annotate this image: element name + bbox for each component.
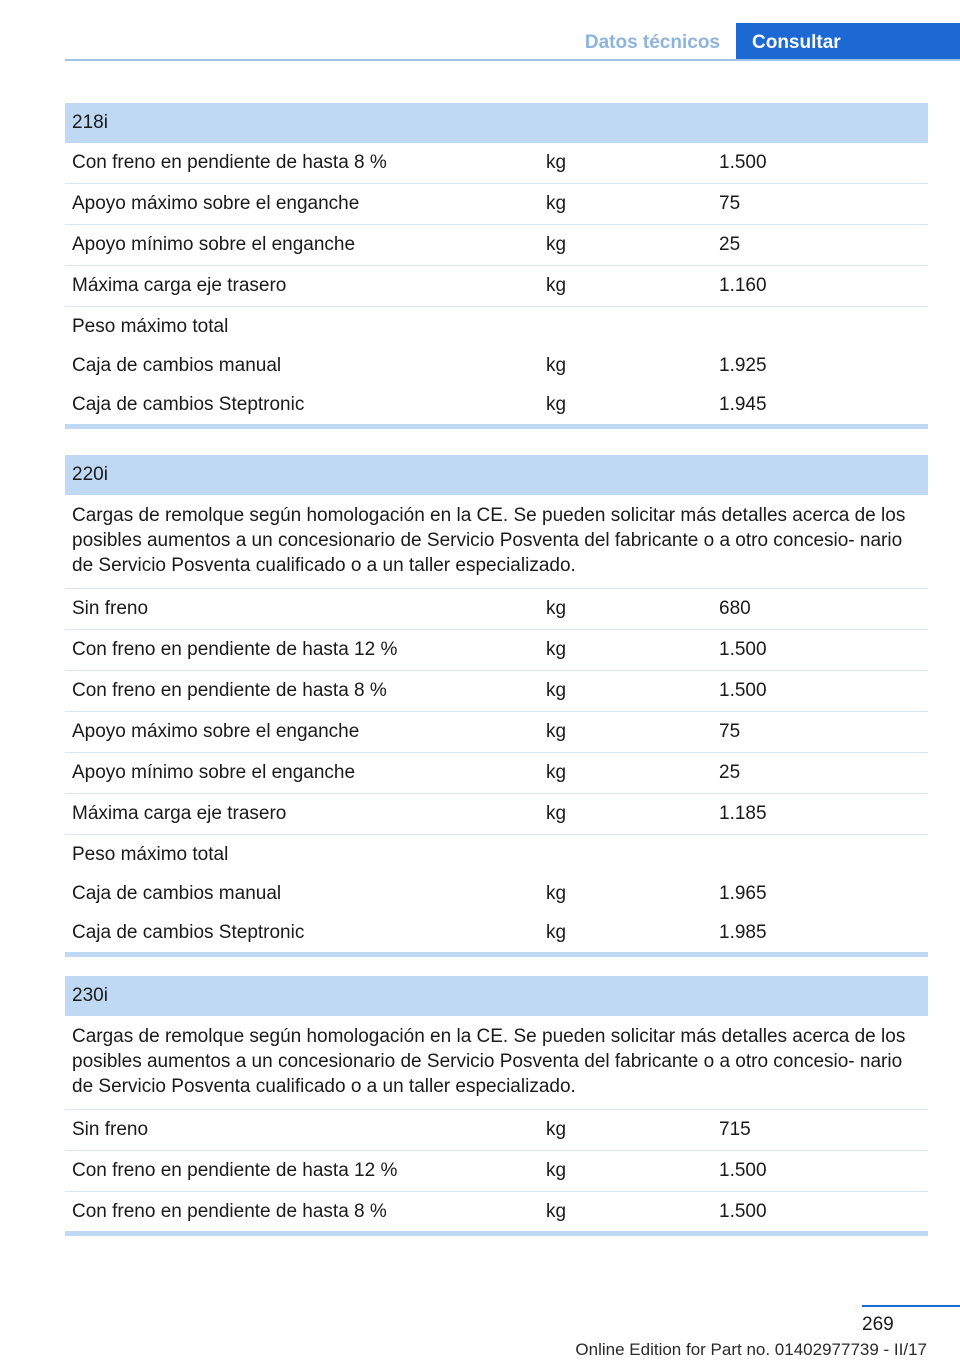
row-unit: kg [546,193,567,214]
table-row [65,225,928,266]
row-label: Con freno en pendiente de hasta 8 % [72,152,387,173]
table-row [65,307,928,346]
row-label: Con freno en pendiente de hasta 12 % [72,1160,398,1181]
table-bottom-rule [65,424,928,429]
row-value: 1.945 [719,394,767,415]
row-label: Con freno en pendiente de hasta 12 % [72,639,398,660]
row-unit: kg [546,394,567,415]
row-value: 1.500 [719,1201,767,1222]
row-label: Con freno en pendiente de hasta 8 % [72,1201,387,1222]
table-220i [65,455,928,957]
row-unit: kg [546,639,567,660]
row-label: Apoyo mínimo sobre el enganche [72,234,356,255]
row-unit: kg [546,680,567,701]
table-row [65,671,928,712]
row-value: 25 [719,762,741,783]
row-unit: kg [546,152,567,173]
table-row [65,346,928,385]
table-row [65,712,928,753]
row-unit: kg [546,1160,567,1181]
row-value: 715 [719,1119,751,1140]
table-title: 230i [65,976,928,1016]
row-unit: kg [546,803,567,824]
tab-datos-tecnicos[interactable]: Datos técnicos [584,32,720,53]
row-unit: kg [546,355,567,376]
table-row [65,184,928,225]
row-unit: kg [546,883,567,904]
row-value: 1.500 [719,152,767,173]
footer-divider [862,1305,960,1307]
row-value: 680 [719,598,751,619]
row-label: Caja de cambios Steptronic [72,394,305,415]
row-label: Con freno en pendiente de hasta 8 % [72,680,387,701]
row-value: 1.160 [719,275,767,296]
table-row [65,266,928,307]
row-value: 1.500 [719,680,767,701]
table-note: Cargas de remolque según homologación en la CE. Se pueden solicitar más detalles acerca de los posibles aumentos a un concesionario de Servicio Posventa del fabricante o a otro concesio‐ nario de Servicio Posventa cualificado o a un taller especializado. [65,1016,928,1110]
row-unit: kg [546,721,567,742]
row-unit: kg [546,598,567,619]
table-row [65,143,928,184]
table-title: 220i [65,455,928,495]
row-label: Sin freno [72,598,149,619]
table-row [65,753,928,794]
table-row [65,1151,928,1192]
row-label: Sin freno [72,1119,149,1140]
table-bottom-rule [65,952,928,957]
row-value: 1.500 [719,639,767,660]
row-value: 1.965 [719,883,767,904]
row-label: Caja de cambios manual [72,355,282,376]
row-label: Máxima carga eje trasero [72,275,287,296]
row-value: 25 [719,234,741,255]
row-unit: kg [546,1119,567,1140]
row-unit: kg [546,275,567,296]
table-row [65,835,928,874]
table-title: 218i [65,103,928,143]
table-row [65,1192,928,1231]
row-label: Máxima carga eje trasero [72,803,287,824]
row-label: Apoyo mínimo sobre el enganche [72,762,356,783]
table-row [65,385,928,424]
row-value: 1.500 [719,1160,767,1181]
row-value: 1.985 [719,922,767,943]
table-bottom-rule [65,1231,928,1236]
row-label: Apoyo máximo sobre el enganche [72,721,360,742]
edition-footer: Online Edition for Part no. 01402977739 - II/17 [575,1340,927,1359]
row-value: 1.185 [719,803,767,824]
table-row [65,630,928,671]
page-number: 269 [862,1314,894,1335]
table-note: Cargas de remolque según homologación en la CE. Se pueden solicitar más detalles acerca de los posibles aumentos a un concesionario de Servicio Posventa del fabricante o a otro concesio‐ nario de Servicio Posventa cualificado o a un taller especializado. [65,495,928,589]
table-row [65,1110,928,1151]
table-230i [65,976,928,1236]
row-value: 75 [719,193,741,214]
table-row [65,794,928,835]
row-unit: kg [546,234,567,255]
row-value: 75 [719,721,741,742]
table-row [65,589,928,630]
row-unit: kg [546,1201,567,1222]
header-divider [65,59,960,61]
table-row [65,874,928,913]
row-label: Peso máximo total [72,844,229,865]
row-label: Peso máximo total [72,316,229,337]
table-218i [65,103,928,429]
row-unit: kg [546,922,567,943]
tab-consultar[interactable]: Consultar [736,23,960,61]
page-header [65,23,960,61]
row-unit: kg [546,762,567,783]
row-value: 1.925 [719,355,767,376]
table-row [65,913,928,952]
row-label: Caja de cambios Steptronic [72,922,305,943]
row-label: Apoyo máximo sobre el enganche [72,193,360,214]
row-label: Caja de cambios manual [72,883,282,904]
